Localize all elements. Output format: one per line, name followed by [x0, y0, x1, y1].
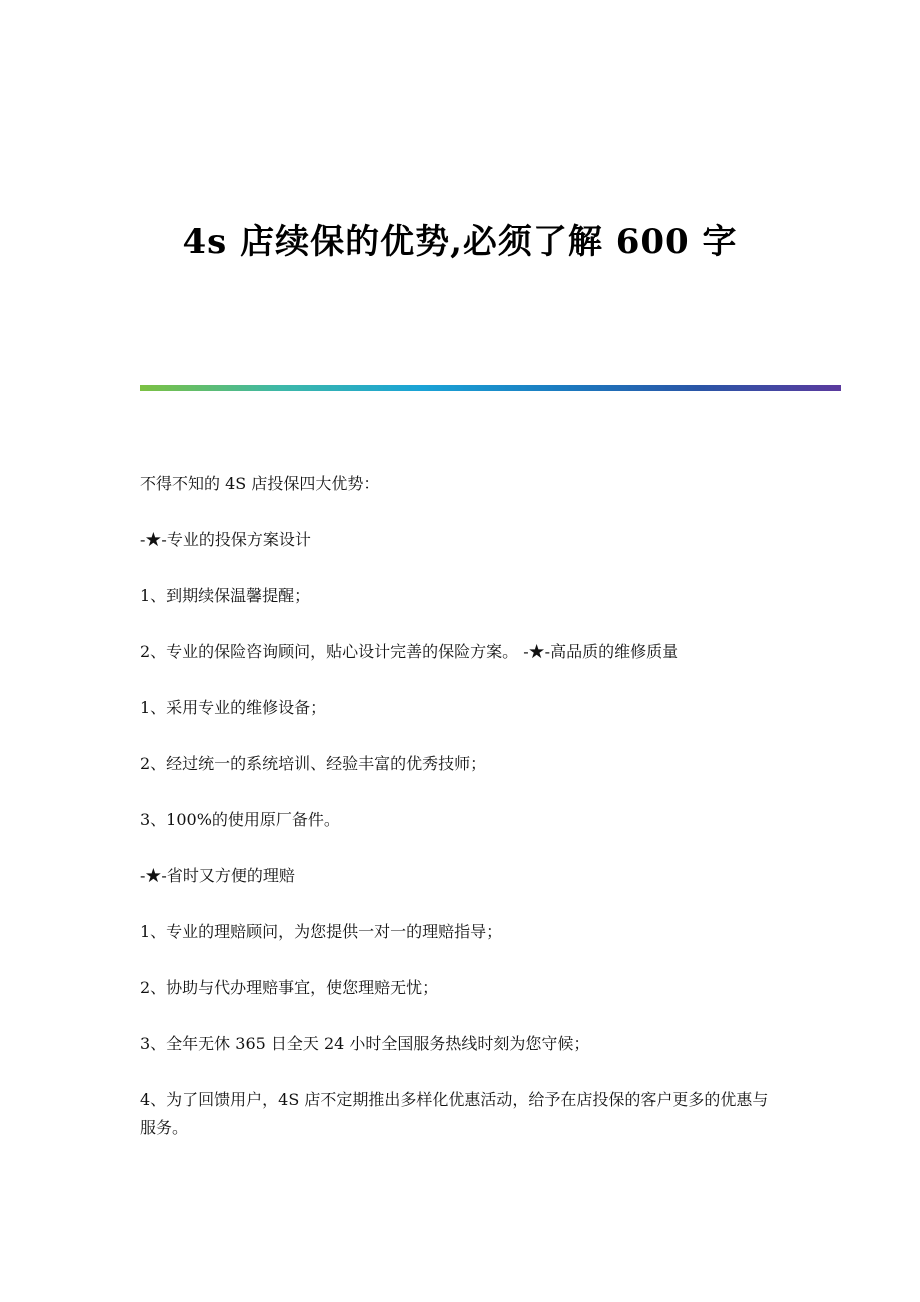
list-item: 1、采用专业的维修设备； — [140, 698, 327, 717]
list-item: 2、专业的保险咨询顾问，贴心设计完善的保险方案。 -★-高品质的维修质量 — [140, 642, 679, 661]
list-item: 2、协助与代办理赔事宜，使您理赔无忧； — [140, 978, 439, 997]
section-heading-claims: -★-省时又方便的理赔 — [140, 866, 295, 885]
document-title: 4s 店续保的优势,必须了解 600 字 — [182, 222, 738, 262]
list-item: 1、专业的理赔顾问，为您提供一对一的理赔指导； — [140, 922, 503, 941]
gradient-divider — [140, 385, 841, 391]
list-item: 1、到期续保温馨提醒； — [140, 586, 311, 605]
document-body — [140, 470, 780, 1170]
list-item: 4、为了回馈用户，4S 店不定期推出多样化优惠活动，给予在店投保的客户更多的优惠与服务。 — [140, 1090, 769, 1137]
list-item: 3、100%的使用原厂备件。 — [140, 810, 340, 829]
list-item: 2、经过统一的系统培训、经验丰富的优秀技师； — [140, 754, 487, 773]
intro-paragraph: 不得不知的 4S 店投保四大优势： — [140, 474, 380, 493]
section-heading-plan-design: -★-专业的投保方案设计 — [140, 530, 311, 549]
list-item: 3、全年无休 365 日全天 24 小时全国服务热线时刻为您守候； — [140, 1034, 590, 1053]
